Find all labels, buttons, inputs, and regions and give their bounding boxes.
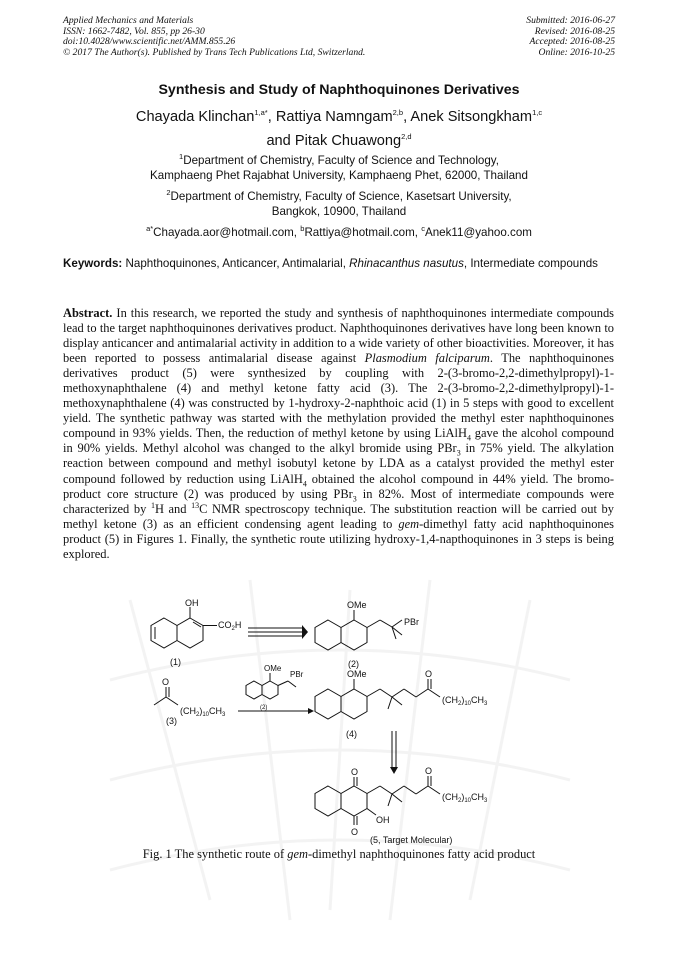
arrow-down	[390, 731, 398, 774]
label-compound-5: (5, Target Molecular)	[370, 835, 453, 845]
label-o-5c: O	[425, 766, 433, 776]
abstract-text: gave the alcohol compound in 90% yields. Methyl alcohol was changed to the alkyl bromide using PBr	[63, 426, 614, 456]
revised-date: Revised: 2016-08-25	[534, 25, 615, 37]
superscript: 13	[191, 500, 200, 510]
author-name: Chayada Klinchan	[135, 108, 255, 125]
label-co2h: $CO_2H$	[218, 620, 242, 632]
arrow-coupling	[238, 708, 314, 714]
synthesis-scheme	[140, 597, 540, 845]
label-o-5a: O	[351, 767, 359, 777]
arrow-multistep	[248, 625, 308, 639]
journal-header	[63, 16, 365, 58]
abstract-text: H and	[154, 501, 192, 516]
subscript: 4	[302, 479, 307, 488]
label-compound-2-small: (2)	[260, 705, 268, 711]
author-sup: 1,a*	[254, 108, 268, 117]
dates-header	[526, 16, 615, 58]
abstract-label: Abstract.	[63, 306, 113, 320]
compound-3	[154, 677, 226, 726]
abstract-text: -dimethyl fatty acid naphthoquinones product (5) in Figures 1. Finally, the synthetic route utilizing hydroxy-1,4-napthoquinones in 3 steps is being explored.	[63, 516, 614, 561]
abstract-species: Plasmodium falciparum	[364, 351, 490, 366]
label-chain-5: $(CH_2)_{10}CH_3$	[442, 792, 488, 804]
abstract-text: C NMR spectroscopy technique. The substitution reaction will be carried out by methyl ketone (3) as an efficient condensing agent leading to	[63, 501, 614, 531]
subscript: 4	[466, 433, 471, 443]
author-sup: 2,d	[401, 131, 412, 141]
label-ome: OMe	[347, 600, 367, 610]
issn: ISSN: 1662-7482, Vol. 855, pp 26-30	[63, 25, 205, 37]
online-date: Online: 2016-10-25	[538, 46, 615, 58]
email-list	[0, 221, 678, 240]
keywords-species: Rhinacanthus nasutus	[349, 257, 464, 270]
abstract-text: In this research, we reported the study and synthesis of naphthoquinones intermediate compounds lead to the target naphthoquinones derivatives product. Naphthoquinones derivatives have long been known to display anticancer and antimalarial activity in addition to a wide variety of other bioactivities. Moreover, it has been reported to possess antimalarial disease against	[63, 306, 614, 366]
label-oh-5: OH	[376, 815, 390, 825]
compound-2	[315, 600, 419, 669]
caption-text: -dimethyl naphthoquinones fatty acid product	[307, 847, 536, 861]
email-address: Rattiya@hotmail.com,	[304, 225, 422, 239]
author-sep: ,	[403, 108, 411, 125]
author-name: Pitak Chuawong	[294, 132, 402, 149]
accepted-date: Accepted: 2016-08-25	[529, 36, 615, 48]
label-chain-4: $(CH_2)_{10}CH_3$	[442, 695, 488, 707]
email-sup: b	[300, 224, 305, 233]
abstract-text: in 75% yield. The alkylation reaction between compound and methyl isobutyl ketone by LDA as a catalyst provided the methyl ester compound followed by reduction using LiAlH	[63, 441, 614, 486]
journal-name: Applied Mechanics and Materials	[63, 15, 194, 26]
label-o-5b: O	[351, 827, 359, 837]
author-list	[0, 103, 678, 151]
abstract-text: in 82%. Most of intermediate compounds were characterized by	[63, 486, 614, 516]
label-o: O	[162, 677, 170, 687]
email-sup: a*	[146, 224, 154, 233]
abstract-gem: gem	[398, 516, 420, 531]
subscript: 3	[352, 494, 357, 504]
label-compound-4: (4)	[346, 729, 357, 739]
copyright: © 2017 The Author(s). Published by Trans Tech Publications Ltd, Switzerland.	[63, 46, 366, 58]
affiliation-1	[0, 149, 678, 183]
label-ome-4: OMe	[347, 669, 367, 679]
compound-5	[315, 766, 488, 845]
affiliation-line: Bangkok, 10900, Thailand	[271, 204, 407, 218]
label-o-4: O	[425, 669, 433, 679]
keywords-text: , Intermediate compounds	[463, 257, 598, 270]
author-name: Rattiya Namngam	[275, 108, 393, 125]
author-sep: ,	[267, 108, 276, 125]
email-sup: c	[421, 224, 425, 233]
reagent-compound-2	[246, 664, 304, 711]
author-and: and	[266, 132, 295, 149]
abstract-text: obtained the alcohol compound in 44% yield. The bromo-product core structure (2) was produced by using PBr	[63, 471, 614, 501]
email-address: Anek11@yahoo.com	[424, 225, 532, 239]
author-name: Anek Sitsongkham	[410, 108, 533, 125]
affiliation-line: Department of Chemistry, Faculty of Science and Technology,	[183, 153, 499, 167]
doi: doi:10.4028/www.scientific.net/AMM.855.26	[63, 36, 236, 48]
label-compound-2: (2)	[348, 659, 359, 669]
author-sup: 1,c	[532, 108, 543, 117]
label-compound-3: (3)	[166, 716, 177, 726]
submitted-date: Submitted: 2016-06-27	[526, 15, 615, 26]
label-compound-1: (1)	[170, 657, 181, 667]
figure-caption	[0, 847, 678, 862]
subscript: 3	[456, 448, 461, 458]
abstract	[63, 306, 614, 562]
caption-gem: gem	[287, 847, 308, 861]
keywords-text: Naphthoquinones, Anticancer, Antimalarial,	[122, 257, 350, 270]
label-ome-small: OMe	[264, 664, 282, 673]
label-oh: OH	[185, 598, 199, 608]
label-pbr: PBr	[404, 617, 420, 627]
compound-1	[151, 598, 241, 667]
abstract-text: . The naphthoquinones derivatives product (5) were synthesized by coupling with 2-(3-bromo-2,2-dimethylpropyl)-1-methoxynaphthalene (4) and methyl ketone fatty acid (3). The 2-(3-bromo-2,2-dimethylpropyl)-1-methoxynaphthalene (4) was constructed by 1-hydroxy-2-naphthoic acid (1) in 5 steps with good to excellent yield. The synthetic pathway was started with the methylation provided the methyl ester naphthoquinones compound in 93% yields. Then, the reduction of methyl ketone by using LiAlH	[63, 351, 614, 441]
keywords-label: Keywords:	[63, 257, 123, 270]
keywords	[63, 256, 614, 271]
caption-text: Fig. 1 The synthetic route of	[142, 847, 288, 861]
affiliation-line: Kamphaeng Phet Rajabhat University, Kamphaeng Phet, 62000, Thailand	[150, 168, 528, 182]
email-address: Chayada.aor@hotmail.com,	[153, 225, 301, 239]
label-pbr-small: PBr	[290, 670, 304, 679]
affiliation-2	[0, 185, 678, 219]
superscript: 1	[150, 500, 155, 510]
affiliation-sup: 2	[166, 188, 171, 197]
paper-title: Synthesis and Study of Naphthoquinones Derivatives	[158, 82, 520, 98]
compound-4	[315, 669, 488, 739]
author-sup: 2,b	[392, 108, 404, 117]
affiliation-sup: 1	[179, 152, 184, 161]
affiliation-line: Department of Chemistry, Faculty of Science, Kasetsart University,	[170, 189, 512, 203]
label-chain: $(CH_2)_{10}CH_3$	[180, 706, 226, 718]
